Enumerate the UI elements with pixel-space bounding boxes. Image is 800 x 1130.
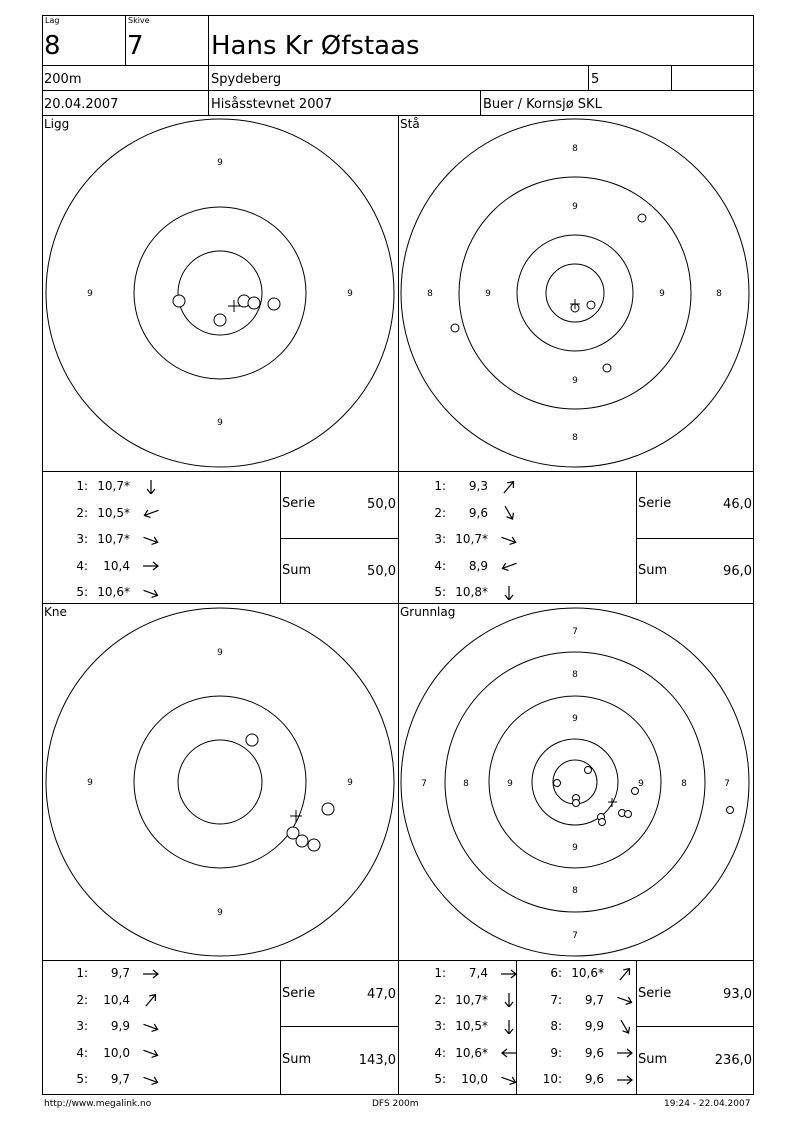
- shot-score: 9,6: [584, 1072, 604, 1086]
- shot-row: [66, 992, 160, 1008]
- shot-row: [66, 558, 160, 574]
- ring-label: 9: [659, 289, 665, 299]
- shot-row: [424, 1045, 518, 1061]
- shot-hole: [451, 324, 459, 332]
- shot-row: [540, 1071, 634, 1087]
- shot-row: [66, 531, 160, 547]
- shot-hole: [246, 734, 258, 746]
- shot-score: 10,7*: [455, 532, 488, 546]
- shot-score: 9,7: [584, 992, 604, 1007]
- ring-label: 7: [572, 931, 578, 941]
- direction-arrow-icon: [500, 533, 518, 547]
- shot-number: 2:: [434, 505, 446, 520]
- ring-label: 9: [572, 376, 578, 386]
- direction-arrow-icon: [616, 1073, 634, 1087]
- direction-arrow-icon: [616, 967, 634, 981]
- lag-label: Lag: [45, 16, 60, 25]
- shot-number: 1:: [434, 966, 446, 980]
- shot-number: 9:: [550, 1045, 562, 1060]
- ring-label: 8: [427, 289, 433, 299]
- direction-arrow-icon: [500, 559, 518, 573]
- serie-value: 50,0: [367, 497, 396, 512]
- sum-value: 143,0: [358, 1053, 396, 1068]
- direction-arrow-icon: [500, 1046, 518, 1060]
- shot-row: [66, 1071, 160, 1087]
- shot-number: 4:: [434, 1045, 446, 1060]
- shot-number: 1:: [76, 966, 88, 980]
- sum-label: Sum: [638, 563, 668, 578]
- ring-label: 9: [217, 908, 223, 918]
- shot-row: [424, 1018, 518, 1034]
- shot-number: 2:: [76, 505, 88, 520]
- shot-number: 4:: [434, 558, 446, 573]
- serie-label: Serie: [638, 496, 672, 511]
- serie-label: Serie: [638, 986, 672, 1001]
- shot-number: 5:: [76, 585, 88, 599]
- direction-arrow-icon: [142, 559, 160, 573]
- direction-arrow-icon: [500, 993, 518, 1007]
- sum-value: 236,0: [714, 1053, 752, 1068]
- skive-label: Skive: [128, 16, 150, 25]
- shot-row: [424, 965, 518, 981]
- shot-hole: [296, 835, 308, 847]
- shot-score: 8,9: [468, 558, 488, 573]
- ring-label: 7: [421, 779, 427, 789]
- direction-arrow-icon: [142, 506, 160, 520]
- shot-score: 10,4: [103, 558, 130, 573]
- distance: 200m: [44, 72, 82, 87]
- footer-program: DFS 200m: [372, 1099, 419, 1109]
- ring-label: 8: [463, 779, 469, 789]
- shot-hole: [322, 803, 334, 815]
- shot-number: 3:: [434, 532, 446, 546]
- shot-row: [540, 1045, 634, 1061]
- direction-arrow-icon: [142, 993, 160, 1007]
- direction-arrow-icon: [500, 1073, 518, 1087]
- footer-timestamp: 19:24 - 22.04.2007: [664, 1099, 751, 1109]
- ring-label: 8: [572, 670, 578, 680]
- sum-label: Sum: [282, 1052, 312, 1067]
- shot-hole: [599, 819, 606, 826]
- serie-value: 46,0: [723, 497, 752, 512]
- shot-score: 10,5*: [97, 505, 130, 520]
- shot-number: 10:: [542, 1072, 562, 1086]
- ring-label: 9: [638, 779, 644, 789]
- place: Spydeberg: [211, 72, 282, 87]
- shot-score: 10,0: [461, 1072, 488, 1086]
- shot-row: [66, 1045, 160, 1061]
- ring-label: 9: [485, 289, 491, 299]
- ring-label: 9: [217, 158, 223, 168]
- target-grunnlag: [398, 605, 754, 960]
- shot-hole: [632, 788, 639, 795]
- shot-score: 10,8*: [455, 585, 488, 599]
- shot-hole: [268, 298, 280, 310]
- shot-score: 10,0: [103, 1045, 130, 1060]
- direction-arrow-icon: [616, 993, 634, 1007]
- sum-label: Sum: [282, 563, 312, 578]
- shot-number: 7:: [550, 992, 562, 1007]
- shot-number: 3:: [76, 532, 88, 546]
- shot-hole: [585, 767, 592, 774]
- shot-row: [66, 965, 160, 981]
- shot-score: 9,6: [584, 1045, 604, 1060]
- shooter-name: Hans Kr Øfstaas: [211, 31, 420, 61]
- shot-row: [424, 558, 518, 574]
- shot-score: 9,3: [468, 479, 488, 493]
- ring-label: 8: [716, 289, 722, 299]
- ring-label: 9: [87, 289, 93, 299]
- sum-value: 96,0: [723, 564, 752, 579]
- direction-arrow-icon: [500, 1020, 518, 1034]
- shot-row: [540, 992, 634, 1008]
- shot-number: 2:: [434, 992, 446, 1007]
- shot-hole: [573, 800, 580, 807]
- shot-hole: [587, 301, 595, 309]
- shot-row: [540, 965, 634, 981]
- direction-arrow-icon: [616, 1046, 634, 1060]
- target-kne: [42, 605, 398, 960]
- shot-hole: [727, 807, 734, 814]
- shot-score: 9,7: [110, 1072, 130, 1086]
- shot-hole: [308, 839, 320, 851]
- center-marker: [608, 798, 617, 807]
- target-ligg: [42, 115, 398, 471]
- panel-title-grunnlag: Grunnlag: [400, 605, 456, 619]
- shot-row: [424, 531, 518, 547]
- shot-score: 10,5*: [455, 1019, 488, 1033]
- panel-title-kne: Kne: [44, 605, 67, 619]
- shot-row: [66, 478, 160, 494]
- shot-row: [66, 1018, 160, 1034]
- event-name: Hisåsstevnet 2007: [211, 97, 333, 112]
- lag-value: 8: [44, 31, 61, 61]
- direction-arrow-icon: [500, 967, 518, 981]
- shot-number: 2:: [76, 992, 88, 1007]
- shot-number: 3:: [76, 1019, 88, 1033]
- shot-score: 10,7*: [97, 479, 130, 493]
- shot-number: 8:: [550, 1019, 562, 1033]
- direction-arrow-icon: [142, 1073, 160, 1087]
- target-staa: [398, 115, 754, 471]
- direction-arrow-icon: [616, 1020, 634, 1034]
- shot-row: [66, 505, 160, 521]
- ring-label: 9: [217, 418, 223, 428]
- skive-value: 7: [127, 31, 144, 61]
- shot-score: 9,9: [110, 1019, 130, 1033]
- ring-label: 9: [347, 289, 353, 299]
- direction-arrow-icon: [142, 533, 160, 547]
- shot-hole: [638, 214, 646, 222]
- ring-label: 7: [572, 627, 578, 637]
- club-name: Buer / Kornsjø SKL: [483, 97, 602, 112]
- shot-score: 9,6: [468, 505, 488, 520]
- shot-score: 7,4: [468, 966, 488, 980]
- shot-score: 10,6*: [97, 585, 130, 599]
- shot-hole: [214, 314, 226, 326]
- ring-label: 9: [572, 202, 578, 212]
- shot-row: [424, 505, 518, 521]
- class: 5: [591, 72, 600, 87]
- shot-number: 5:: [434, 1072, 446, 1086]
- shot-hole: [603, 364, 611, 372]
- shot-row: [424, 584, 518, 600]
- ring-label: 9: [87, 778, 93, 788]
- shot-number: 5:: [434, 585, 446, 599]
- shot-score: 10,6*: [571, 966, 604, 980]
- shot-score: 10,4: [103, 992, 130, 1007]
- direction-arrow-icon: [500, 506, 518, 520]
- shot-row: [424, 992, 518, 1008]
- direction-arrow-icon: [142, 1046, 160, 1060]
- ring-label: 8: [681, 779, 687, 789]
- shot-hole: [554, 780, 561, 787]
- ring-label: 9: [507, 779, 513, 789]
- ring-label: 9: [217, 648, 223, 658]
- shot-score: 9,9: [584, 1019, 604, 1033]
- shot-hole: [248, 297, 260, 309]
- ring-label: 9: [572, 843, 578, 853]
- date: 20.04.2007: [44, 97, 119, 112]
- shot-number: 6:: [550, 966, 562, 980]
- shot-row: [540, 1018, 634, 1034]
- shot-score: 10,6*: [455, 1045, 488, 1060]
- shot-number: 5:: [76, 1072, 88, 1086]
- shot-score: 9,7: [110, 966, 130, 980]
- serie-value: 47,0: [367, 987, 396, 1002]
- sum-value: 50,0: [367, 564, 396, 579]
- shot-number: 4:: [76, 1045, 88, 1060]
- shot-score: 10,7*: [455, 992, 488, 1007]
- serie-label: Serie: [282, 496, 316, 511]
- serie-value: 93,0: [723, 987, 752, 1002]
- ring-label: 8: [572, 433, 578, 443]
- footer-url[interactable]: http://www.megalink.no: [44, 1099, 152, 1109]
- direction-arrow-icon: [142, 586, 160, 600]
- direction-arrow-icon: [142, 1020, 160, 1034]
- direction-arrow-icon: [142, 967, 160, 981]
- shot-row: [424, 1071, 518, 1087]
- ring-label: 8: [572, 886, 578, 896]
- ring-label: 8: [572, 144, 578, 154]
- shot-number: 1:: [76, 479, 88, 493]
- shot-score: 10,7*: [97, 532, 130, 546]
- shot-row: [424, 478, 518, 494]
- panel-title-ligg: Ligg: [44, 117, 70, 131]
- direction-arrow-icon: [500, 586, 518, 600]
- shot-number: 4:: [76, 558, 88, 573]
- shot-hole: [173, 295, 185, 307]
- direction-arrow-icon: [500, 480, 518, 494]
- shot-row: [66, 584, 160, 600]
- direction-arrow-icon: [142, 480, 160, 494]
- panel-title-staa: Stå: [400, 117, 420, 131]
- ring-label: 7: [724, 779, 730, 789]
- ring-label: 9: [347, 778, 353, 788]
- shot-hole: [625, 811, 632, 818]
- sum-label: Sum: [638, 1052, 668, 1067]
- ring-label: 9: [572, 714, 578, 724]
- shot-number: 3:: [434, 1019, 446, 1033]
- serie-label: Serie: [282, 986, 316, 1001]
- shot-number: 1:: [434, 479, 446, 493]
